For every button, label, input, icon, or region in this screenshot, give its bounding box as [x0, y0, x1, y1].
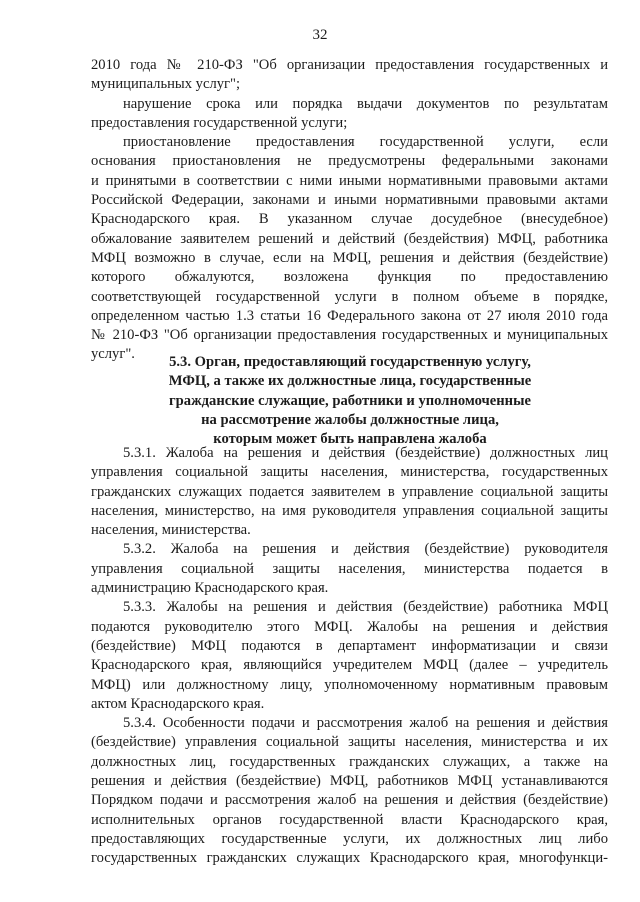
text-line: (бездействие) управления социальной защиты населения, министерства и их: [91, 734, 608, 751]
text-line: определенном частью 1.3 статьи 16 Федерального закона от 27 июля 2010 года: [91, 307, 608, 324]
body-text-top: [91, 56, 608, 365]
text-line: актом Краснодарского края.: [91, 695, 265, 712]
text-line: МФЦ) или должностному лицу, уполномоченному нормативным правовым: [91, 676, 608, 693]
text-line: гражданских служащих подается заявителем в управление социальной защиты: [91, 483, 608, 500]
text-line: предоставления государственной услуги;: [91, 114, 348, 131]
text-line: 5.3.4. Особенности подачи и рассмотрения жалоб на решения и действия: [123, 715, 608, 732]
heading-line: гражданские служащие, работники и уполномоченные: [169, 392, 531, 409]
text-line: Порядком подачи и рассмотрения жалоб на решения и действия (бездействие): [91, 792, 608, 809]
text-line: 5.3.1. Жалоба на решения и действия (бездействие) должностных лиц: [123, 445, 608, 461]
heading-line: которым может быть направлена жалоба: [213, 431, 487, 448]
text-line: МФЦ возможно в случае, если на МФЦ, решения и действия (бездействие): [91, 249, 608, 266]
text-line: обжалование заявителем решений и действий (бездействия) МФЦ, работника: [91, 230, 608, 247]
text-line: администрацию Краснодарского края.: [91, 580, 329, 597]
text-line: 2010 года № 210-ФЗ "Об организации предоставления государственных и: [91, 57, 608, 73]
text-line: Краснодарского края, являющийся учредителем МФЦ (далее – учредитель: [91, 657, 608, 674]
text-line: подаются руководителю этого МФЦ. Жалобы на решения и действия: [91, 618, 608, 635]
text-line: муниципальных услуг";: [91, 76, 241, 93]
heading-line: МФЦ, а также их должностные лица, государственные: [168, 373, 532, 390]
text-line: соответствующей государственной услуги в полном объеме в порядке,: [91, 288, 608, 305]
text-line: 5.3.2. Жалоба на решения и действия (бездействие) руководителя: [123, 541, 608, 558]
text-line: решения и действия (бездействие) МФЦ, работников МФЦ устанавливаются: [91, 773, 608, 790]
heading-line: 5.3. Орган, предоставляющий государственную услугу,: [169, 354, 531, 370]
text-line: (бездействие) МФЦ подаются в департамент информатизации и связи: [91, 637, 608, 654]
text-line: предоставляющих государственные услуги, их должностных лиц либо: [91, 830, 608, 847]
text-line: нарушение срока или порядка выдачи документов по результатам: [123, 95, 608, 112]
text-line: государственных гражданских служащих Краснодарского края, многофункци-: [91, 850, 608, 867]
text-line: управления социальной защиты населения, министерства, государственных: [91, 464, 608, 481]
text-line: основания приостановления не предусмотрены федеральными законами: [91, 153, 608, 170]
text-line: населения, министерства.: [91, 522, 251, 539]
text-line: Краснодарского края. В указанном случае досудебное (внесудебное): [91, 211, 608, 228]
body-text-bottom: [91, 444, 608, 869]
heading-line: на рассмотрение жалобы должностные лица,: [201, 411, 499, 428]
text-line: исполнительных органов государственной власти Краснодарского края,: [91, 811, 608, 828]
text-line: услуг".: [91, 346, 135, 363]
page-number: 32: [312, 27, 328, 43]
text-line: № 210-ФЗ "Об организации предоставления государственных и муниципальных: [91, 327, 608, 344]
text-line: Российской Федерации, законами и иными нормативными правовыми актами: [91, 192, 608, 209]
text-line: управления социальной защиты населения, министерства подается в: [91, 560, 608, 577]
text-line: приостановление предоставления государственной услуги, если: [123, 134, 608, 151]
text-line: 5.3.3. Жалобы на решения и действия (бездействие) работника МФЦ: [123, 599, 608, 616]
text-line: и принятыми в соответствии с ними иными нормативными правовыми актами: [91, 172, 608, 189]
text-line: населения, министерство, на имя руководителя управления социальной защиты: [91, 502, 608, 519]
text-line: должностных лиц, государственных гражданских служащих, а также на: [91, 753, 608, 770]
text-line: которого обжалуются, возложена функция по предоставлению: [91, 269, 608, 286]
section-heading: [120, 353, 580, 449]
